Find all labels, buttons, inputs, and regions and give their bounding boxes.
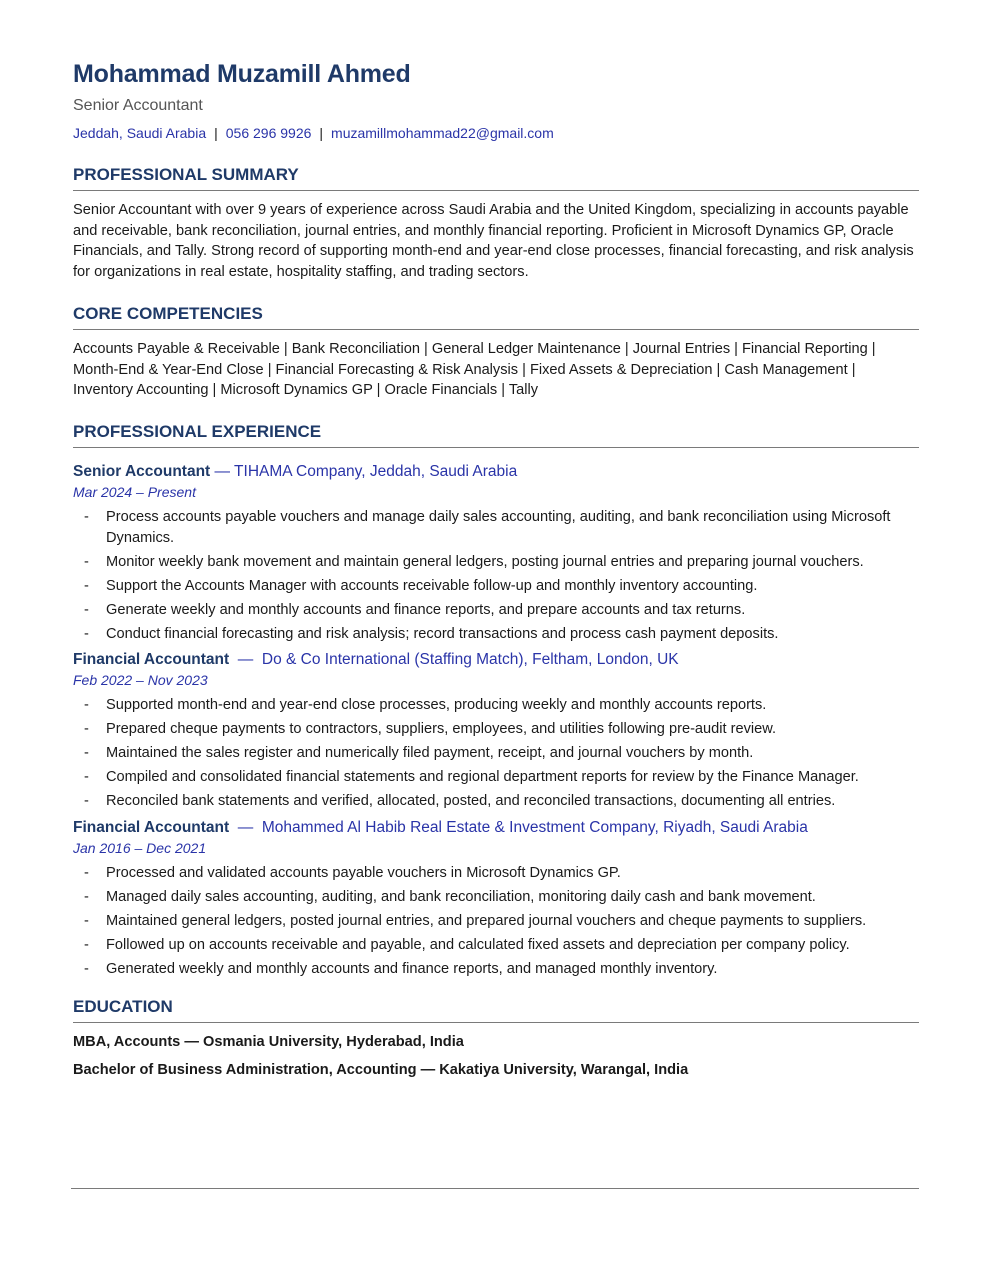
- phone-text: 056 296 9926: [225, 125, 312, 141]
- job-heading: [73, 650, 919, 670]
- bullet-text: Monitor weekly bank movement and maintain general ledgers, posting journal entries and preparing journal vouchers.: [106, 553, 864, 570]
- job-bullets: [73, 863, 919, 980]
- bullet-dash: -: [84, 553, 89, 570]
- candidate-name: Mohammad Muzamill Ahmed: [73, 60, 411, 88]
- bullet-dash: -: [84, 721, 89, 738]
- job-company: — Do & Co International (Staffing Match), Feltham, London, UK: [229, 651, 679, 669]
- bullet-text: Support the Accounts Manager with accounts receivable follow-up and monthly inventory accounting.: [106, 577, 758, 594]
- job-title: Financial Accountant: [73, 651, 230, 669]
- list-item: [73, 552, 919, 573]
- list-item: [73, 695, 919, 716]
- job-entry: [73, 650, 919, 812]
- bullet-dash: -: [84, 508, 89, 525]
- job-title: Senior Accountant: [73, 462, 211, 480]
- job-bullets: [73, 507, 919, 644]
- education-heading: EDUCATION: [73, 996, 919, 1023]
- job-entry: [73, 818, 919, 980]
- resume-page: [73, 58, 919, 1080]
- job-entry: [73, 462, 919, 644]
- list-item: [73, 959, 919, 980]
- bullet-text: Processed and validated accounts payable vouchers in Microsoft Dynamics GP.: [106, 865, 621, 882]
- bullet-text: Supported month-end and year-end close processes, producing weekly and monthly accounts reports.: [106, 697, 767, 714]
- candidate-role: Senior Accountant: [73, 97, 203, 114]
- contact-separator: |: [214, 125, 218, 141]
- list-item: [73, 767, 919, 788]
- bullet-text: Followed up on accounts receivable and payable, and calculated fixed assets and depreciation per company policy.: [106, 937, 850, 954]
- bullet-text: Prepared cheque payments to contractors, suppliers, employees, and utilities following pre-audit review.: [106, 721, 777, 738]
- contact-separator: |: [319, 125, 324, 141]
- contact-line: [73, 124, 919, 142]
- bullet-dash: -: [84, 913, 89, 930]
- job-company: — TIHAMA Company, Jeddah, Saudi Arabia: [210, 462, 518, 480]
- email-link[interactable]: muzamillmohammad22@gmail.com: [331, 125, 554, 141]
- bullet-dash: -: [84, 577, 89, 594]
- experience-heading: PROFESSIONAL EXPERIENCE: [73, 421, 919, 448]
- bullet-dash: -: [84, 697, 89, 714]
- list-item: [73, 719, 919, 740]
- list-item: [73, 507, 919, 548]
- list-item: [73, 743, 919, 764]
- bullet-dash: -: [84, 745, 89, 762]
- job-bullets: [73, 695, 919, 812]
- bullet-dash: -: [84, 793, 89, 810]
- competencies-text: Accounts Payable & Receivable | Bank Reconciliation | General Ledger Maintenance | Journal Entries | Financial Reporting | Month-End & Year-End Close | Financial Forecasting & Risk Analysis | Fixed Assets & Depreciation | Cash Management | Inventory Accounting | Microsoft Dynamics GP | Oracle Financials | Tally: [73, 340, 876, 399]
- job-dates: Mar 2024 – Present: [73, 483, 196, 500]
- job-company: — Mohammed Al Habib Real Estate & Investment Company, Riyadh, Saudi Arabia: [229, 819, 808, 837]
- education-entry: MBA, Accounts — Osmania University, Hyderabad, India: [73, 1033, 464, 1050]
- list-item: [73, 600, 919, 621]
- bullet-text: Compiled and consolidated financial statements and regional department reports for review by the Finance Manager.: [106, 769, 859, 786]
- job-heading: [73, 818, 919, 838]
- bullet-dash: -: [84, 601, 89, 618]
- location-text: Jeddah, Saudi Arabia: [73, 125, 207, 141]
- bullet-text: Reconciled bank statements and verified, allocated, posted, and reconciled transactions, documenting all entries.: [106, 793, 836, 810]
- bullet-text: Managed daily sales accounting, auditing, and bank reconciliation, monitoring daily cash and bank movement.: [106, 889, 816, 906]
- bullet-text: Generate weekly and monthly accounts and finance reports, and prepare accounts and tax returns.: [106, 601, 746, 618]
- bullet-dash: -: [84, 937, 89, 954]
- bullet-dash: -: [84, 625, 89, 642]
- job-title: Financial Accountant: [73, 819, 230, 837]
- job-dates: Jan 2016 – Dec 2021: [73, 840, 207, 857]
- footer-divider: [71, 1188, 919, 1189]
- summary-text: Senior Accountant with over 9 years of experience across Saudi Arabia and the United Kingdom, specializing in accounts payable and receivable, bank reconciliation, journal entries, and monthly financial reporting. Proficient in Microsoft Dynamics GP, Oracle Financials, and Tally. Strong record of supporting month-end and year-end close processes, financial forecasting, and risk analysis for organizations in real estate, hospitality staffing, and trading sectors.: [73, 202, 914, 281]
- bullet-text: Process accounts payable vouchers and manage daily sales accounting, auditing, and bank reconciliation using Microsoft Dynamics.: [106, 508, 891, 546]
- list-item: [73, 791, 919, 812]
- bullet-dash: -: [84, 961, 89, 978]
- bullet-dash: -: [84, 865, 89, 882]
- bullet-text: Conduct financial forecasting and risk analysis; record transactions and process cash payment deposits.: [106, 625, 779, 642]
- job-heading: [73, 462, 919, 482]
- bullet-dash: -: [84, 769, 89, 786]
- list-item: [73, 935, 919, 956]
- bullet-text: Maintained general ledgers, posted journal entries, and prepared journal vouchers and cheque payments to suppliers.: [106, 913, 867, 930]
- list-item: [73, 576, 919, 597]
- list-item: [73, 624, 919, 645]
- job-dates: Feb 2022 – Nov 2023: [73, 672, 208, 689]
- list-item: [73, 911, 919, 932]
- list-item: [73, 887, 919, 908]
- list-item: [73, 863, 919, 884]
- bullet-text: Maintained the sales register and numerically filed payment, receipt, and journal vouchers by month.: [106, 745, 754, 762]
- summary-heading: PROFESSIONAL SUMMARY: [73, 164, 919, 191]
- education-entry: Bachelor of Business Administration, Accounting — Kakatiya University, Warangal, India: [73, 1061, 689, 1078]
- bullet-text: Generated weekly and monthly accounts and finance reports, and managed monthly inventory.: [106, 961, 718, 978]
- competencies-heading: CORE COMPETENCIES: [73, 303, 919, 330]
- bullet-dash: -: [84, 889, 89, 906]
